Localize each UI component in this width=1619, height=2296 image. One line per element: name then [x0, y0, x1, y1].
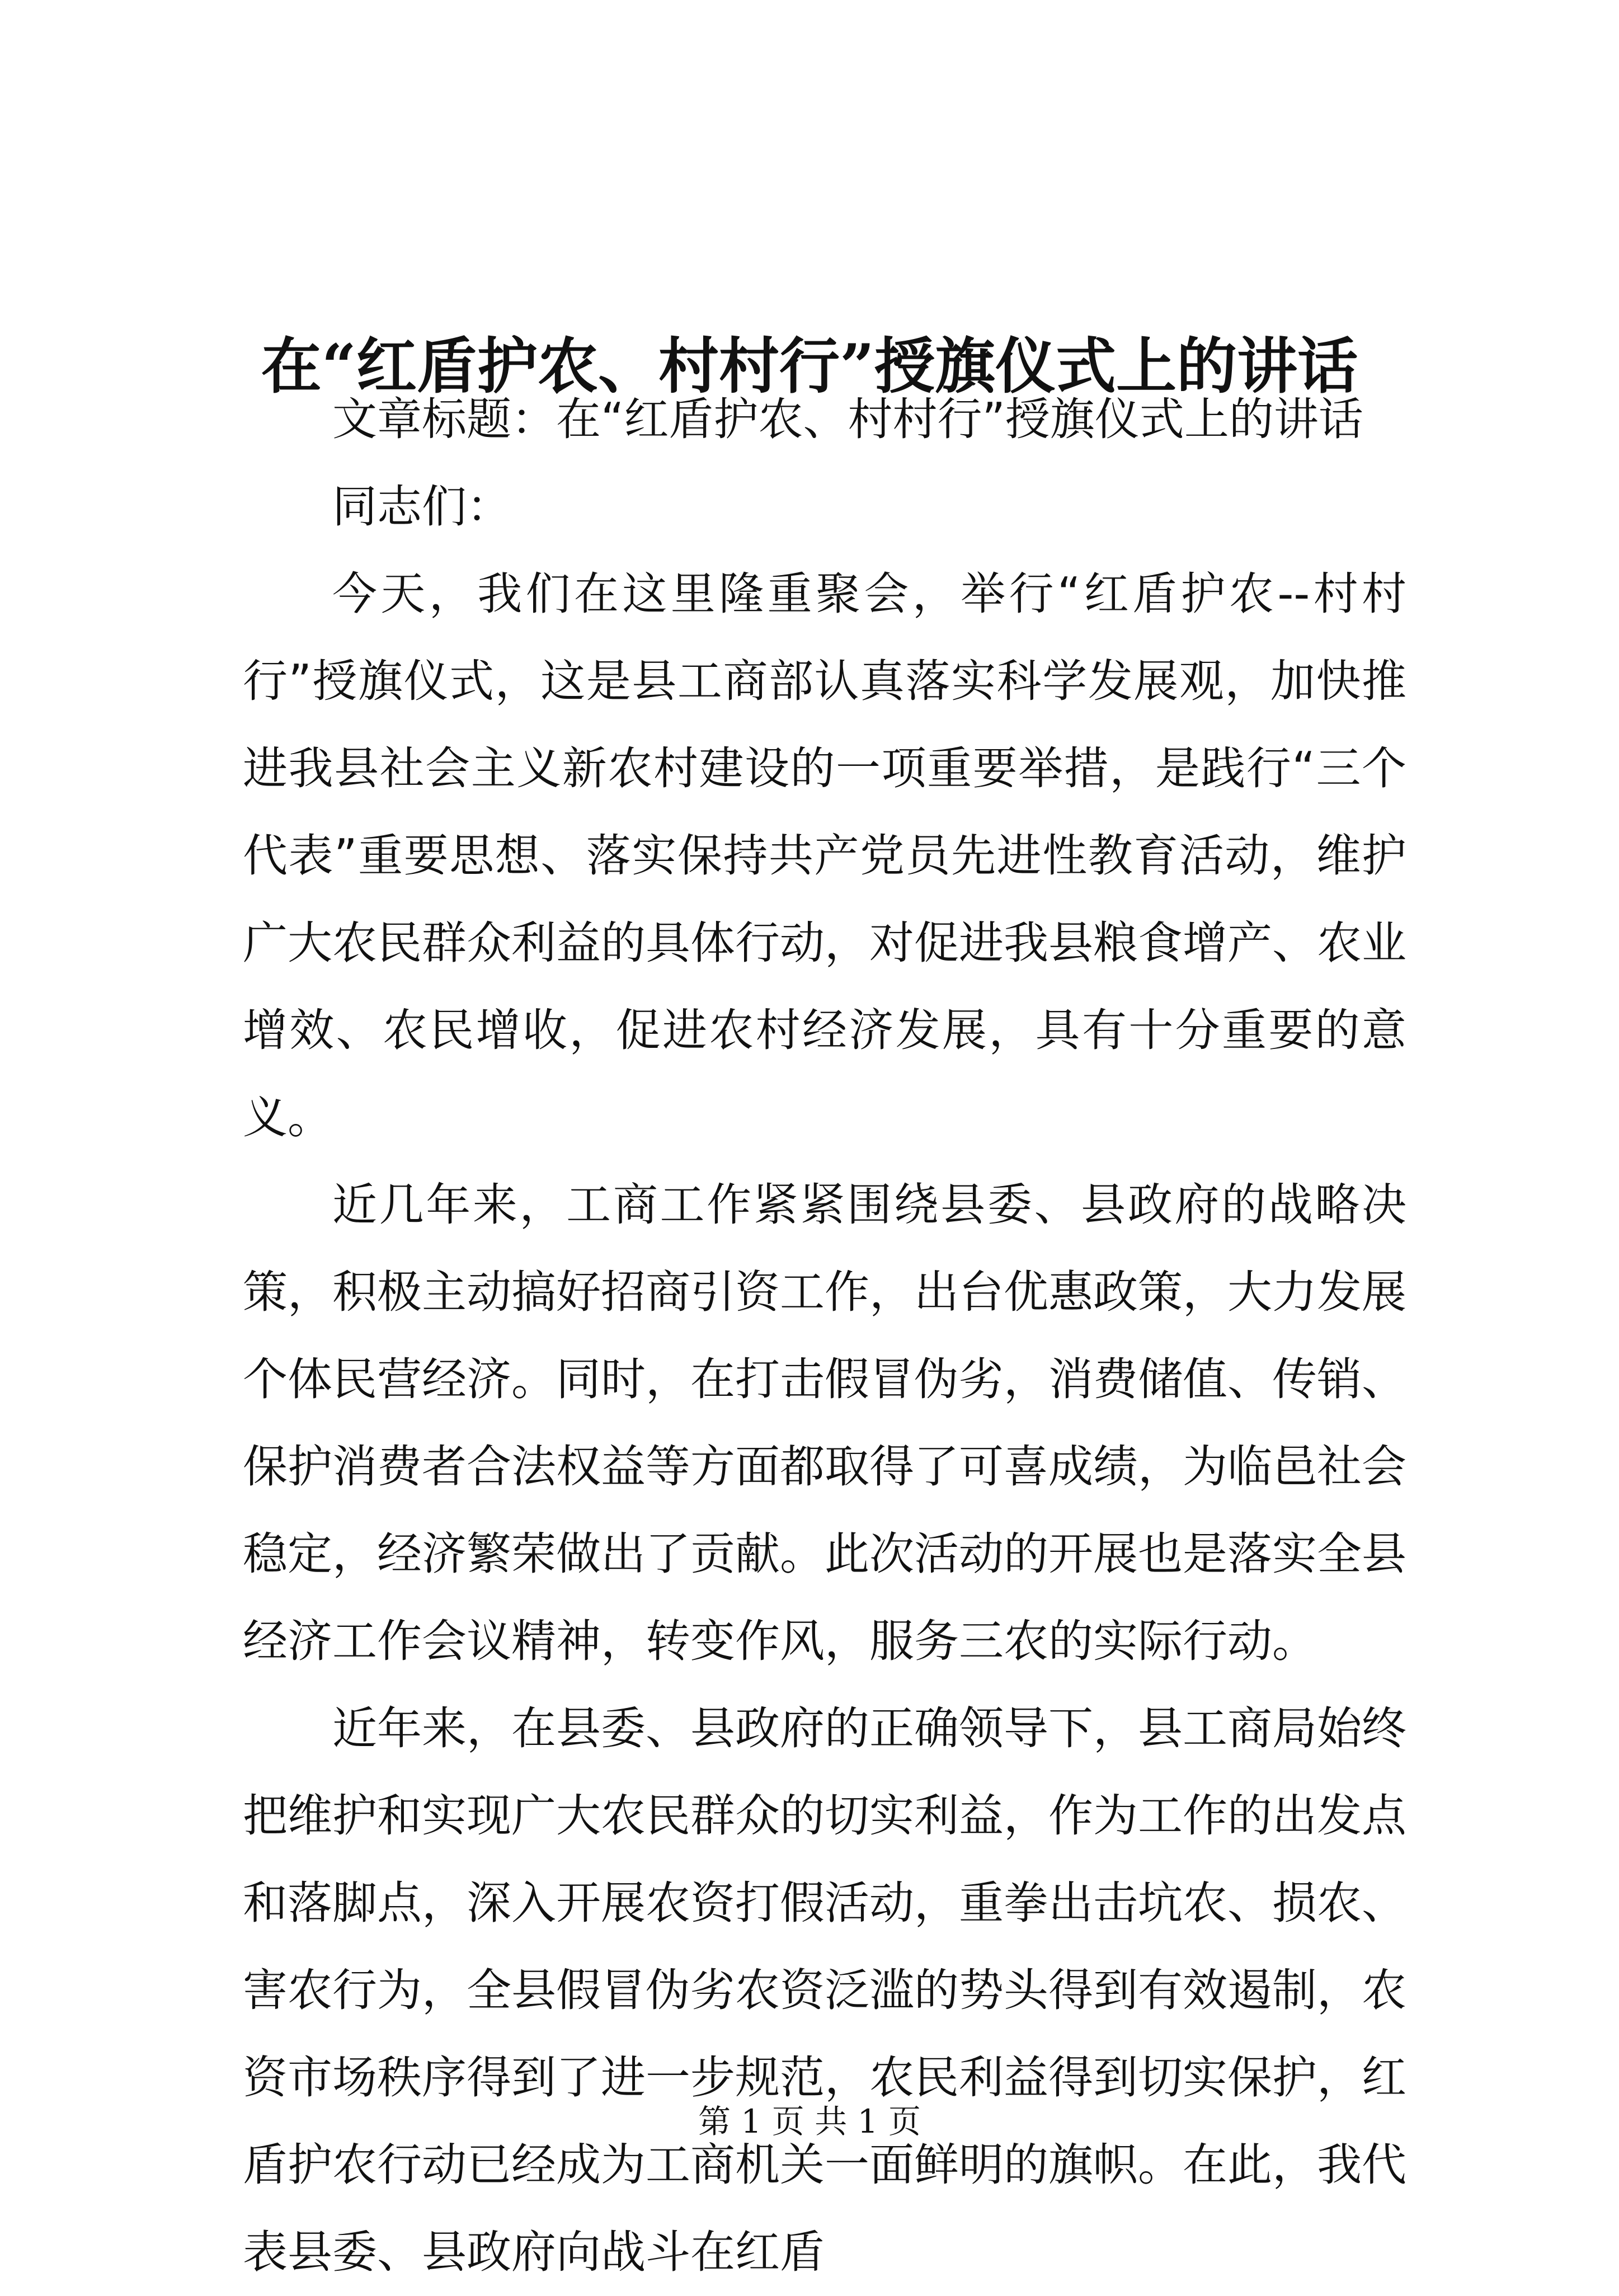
page-number-label: 第 1 页 共 1 页 [698, 2102, 921, 2140]
article-title-line: 文章标题：在“红盾护农、村村行”授旗仪式上的讲话 [332, 393, 1363, 445]
paragraph: 近年来，在县委、县政府的正确领导下，县工商局始终把维护和实现广大农民群众的切实利益，作为工作的出发点和落脚点，深入开展农资打假活动，重拳出击坑农、损农、害农行为，全县假冒伪劣农资泛滥的势头得到有效遏制，农资市场秩序得到了进一步规范，农民利益得到切实保护，红盾护农行动已经成为工商机关一面鲜明的旗帜。在此，我代表县委、县政府向战斗在红盾 [243, 1702, 1406, 2278]
paragraph: 近几年来，工商工作紧紧围绕县委、县政府的战略决策，积极主动搞好招商引资工作，出台优惠政策，大力发展个体民营经济。同时，在打击假冒伪劣，消费储值、传销、保护消费者合法权益等方面都取得了可喜成绩，为临邑社会稳定，经济繁荣做出了贡献。此次活动的开展也是落实全县经济工作会议精神，转变作风，服务三农的实际行动。 [243, 1179, 1406, 1667]
paragraph: 今天，我们在这里隆重聚会，举行“红盾护农--村村行”授旗仪式，这是县工商部认真落实科学发展观，加快推进我县社会主义新农村建设的一项重要举措，是践行“三个代表”重要思想、落实保持共产党员先进性教育活动，维护广大农民群众利益的具体行动，对促进我县粮食增产、农业增效、农民增收，促进农村经济发展，具有十分重要的意义。 [243, 568, 1406, 1144]
salutation: 同志们： [332, 481, 511, 533]
document-body [243, 376, 1406, 2296]
page-footer [0, 2099, 1619, 2144]
document-title: 在“红盾护农、村村行”授旗仪式上的讲话 [261, 331, 1358, 402]
